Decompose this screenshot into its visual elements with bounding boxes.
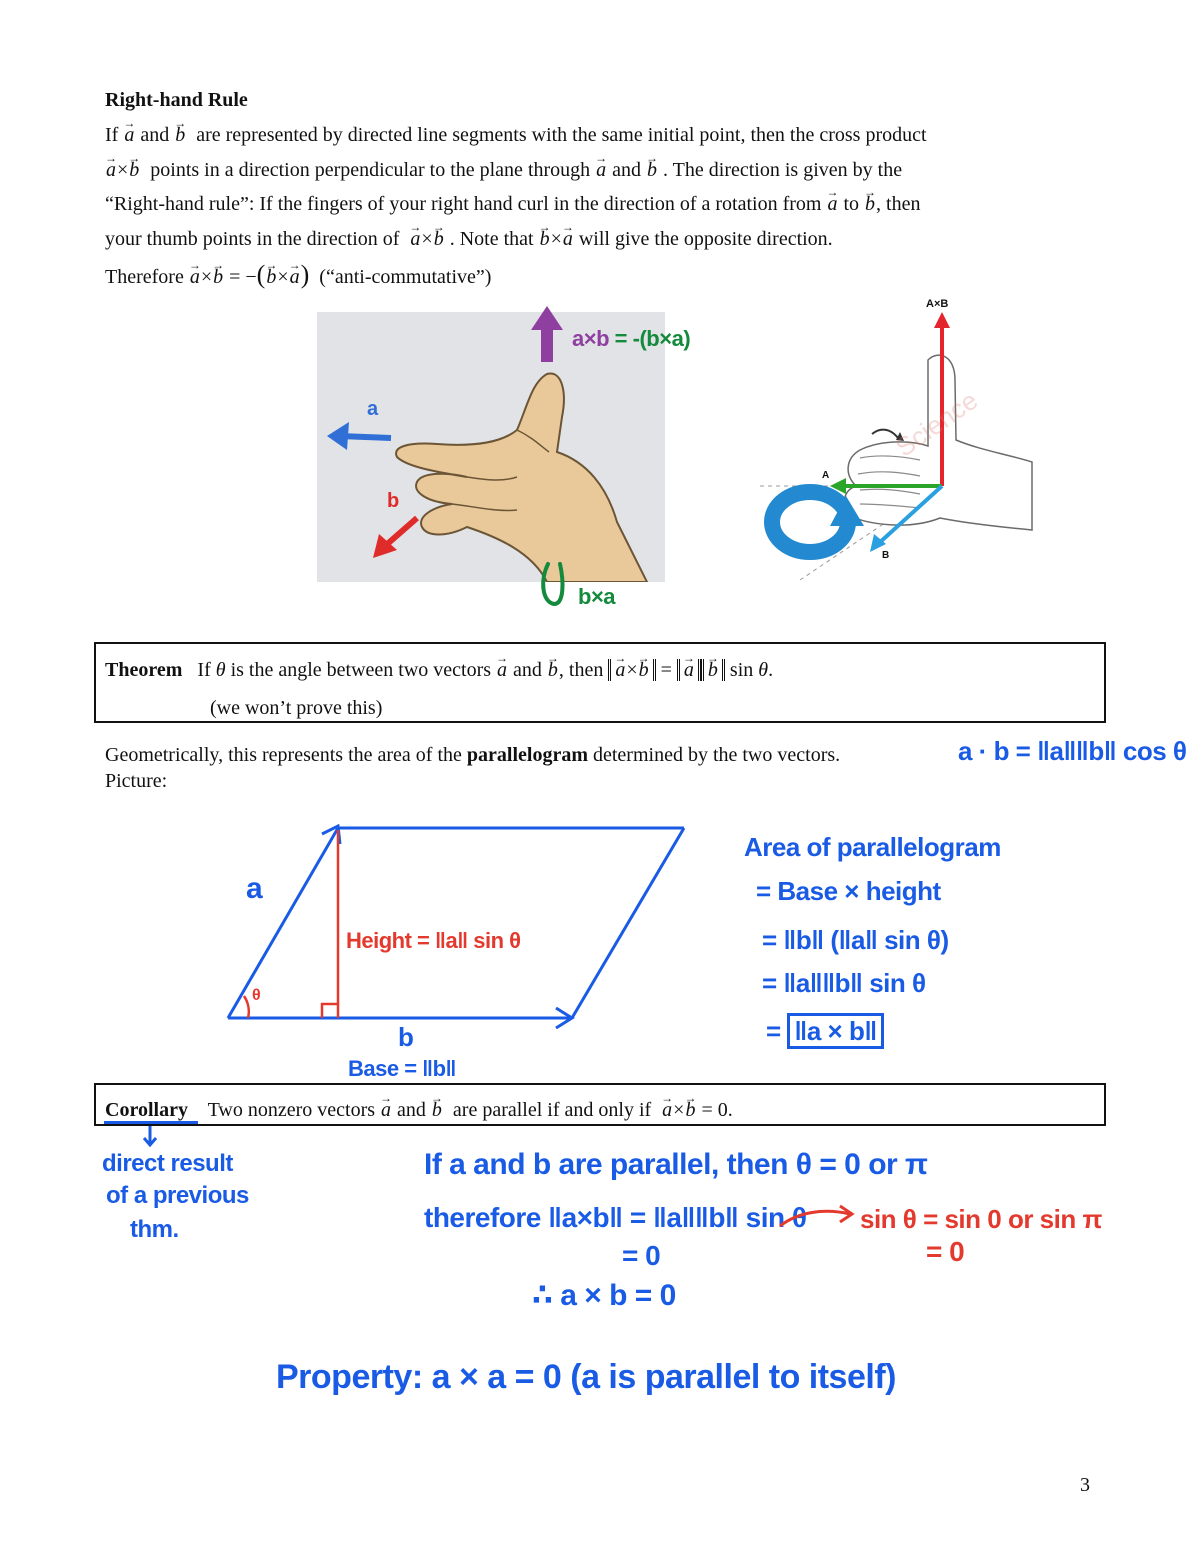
note-direct-2: of a previous: [106, 1182, 249, 1209]
hand3d-top-label: A×B: [926, 298, 949, 310]
red-arrow-icon: [778, 1202, 858, 1232]
note-therefore: therefore ‖a×b‖ = ‖a‖‖b‖ sin θ: [424, 1202, 807, 1233]
area-result-box: ‖a × b‖: [787, 1013, 883, 1049]
paragraph-line-1: If → a and → b are represented by directed line segments with the same initial point, then the cross product: [105, 123, 927, 147]
hand3d-label-B: B: [882, 550, 890, 561]
height-label: Height = ‖a‖ sin θ: [346, 928, 521, 953]
diagram-label-b: b: [398, 1022, 414, 1052]
note-blue-zero: = 0: [622, 1240, 661, 1271]
note-if-parallel: If a and b are parallel, then θ = 0 or π: [424, 1148, 928, 1181]
right-angle-mark: [322, 1004, 338, 1018]
paragraph-line-5: Therefore → a×→ b = −(→ b×→ a) (“anti-commutative”): [105, 263, 491, 289]
note-direct-1: direct result: [102, 1150, 233, 1177]
geometric-line: Geometrically, this represents the area of the parallelogram determined by the two vectors.: [105, 744, 841, 766]
hand-label-a: a: [367, 398, 379, 420]
paragraph-line-2: → a×→ b points in a direction perpendicular to the plane through → a and → b . The direction is given by the: [105, 158, 902, 182]
section-heading: Right-hand Rule: [105, 89, 248, 111]
watermark: Science: [890, 384, 983, 463]
theorem-line: Theorem If θ is the angle between two vectors → a and → b, then → a×→ b = → a→ b sin θ.: [105, 658, 773, 682]
area-line-1: Area of parallelogram: [744, 832, 1001, 862]
area-line-5: = ‖a × b‖: [766, 1016, 884, 1047]
picture-label: Picture:: [105, 770, 168, 792]
area-line-4: = ‖a‖‖b‖ sin θ: [762, 968, 926, 998]
base-label: Base = ‖b‖: [348, 1056, 456, 1081]
diagram-theta: θ: [252, 987, 261, 1004]
vector-b-arrow-icon: [369, 512, 423, 562]
note-property: Property: a × a = 0 (a is parallel to itself): [276, 1358, 896, 1396]
axb-arrow-icon: [529, 304, 565, 366]
paragraph-line-3: “Right-hand rule”: If the fingers of your right hand curl in the direction of a rotation from → a to → b, then: [105, 192, 920, 216]
theorem-note: (we won’t prove this): [210, 697, 383, 719]
note-direct-3: thm.: [130, 1216, 179, 1243]
right-hand-figure: [317, 312, 665, 582]
hand3d-label-A: A: [822, 470, 830, 481]
paragraph-line-4: your thumb points in the direction of → a×→ b . Note that → b×→ a will give the opposite direction.: [105, 227, 833, 251]
angle-arc: [244, 996, 249, 1018]
note-red-zero: = 0: [926, 1236, 965, 1267]
area-line-3: = ‖b‖ (‖a‖ sin θ): [762, 925, 949, 955]
diagram-label-a: a: [246, 872, 263, 905]
side-vector-a: [228, 828, 338, 1018]
dot-product-note: a · b = ‖a‖‖b‖ cos θ: [958, 736, 1187, 766]
page-number: 3: [1080, 1474, 1090, 1496]
hand-label-b: b: [387, 490, 400, 512]
note-sin-values: sin θ = sin 0 or sin π: [860, 1204, 1102, 1234]
right-edge: [572, 828, 684, 1018]
area-line-2: = Base × height: [756, 876, 941, 906]
curl-label: b×a: [578, 584, 616, 609]
corollary-line: Corollary Two nonzero vectors → a and → b are parallel if and only if → a×→ b = 0.: [105, 1098, 733, 1122]
right-hand-figure-3d: [760, 290, 1050, 580]
hand-formula-label: a×b = -(b×a): [572, 326, 691, 351]
vector-a-arrow-icon: [325, 416, 395, 456]
note-hence: ∴ a × b = 0: [532, 1279, 676, 1312]
down-arrow-icon: [140, 1124, 160, 1148]
curl-arrow-icon: [538, 560, 578, 610]
